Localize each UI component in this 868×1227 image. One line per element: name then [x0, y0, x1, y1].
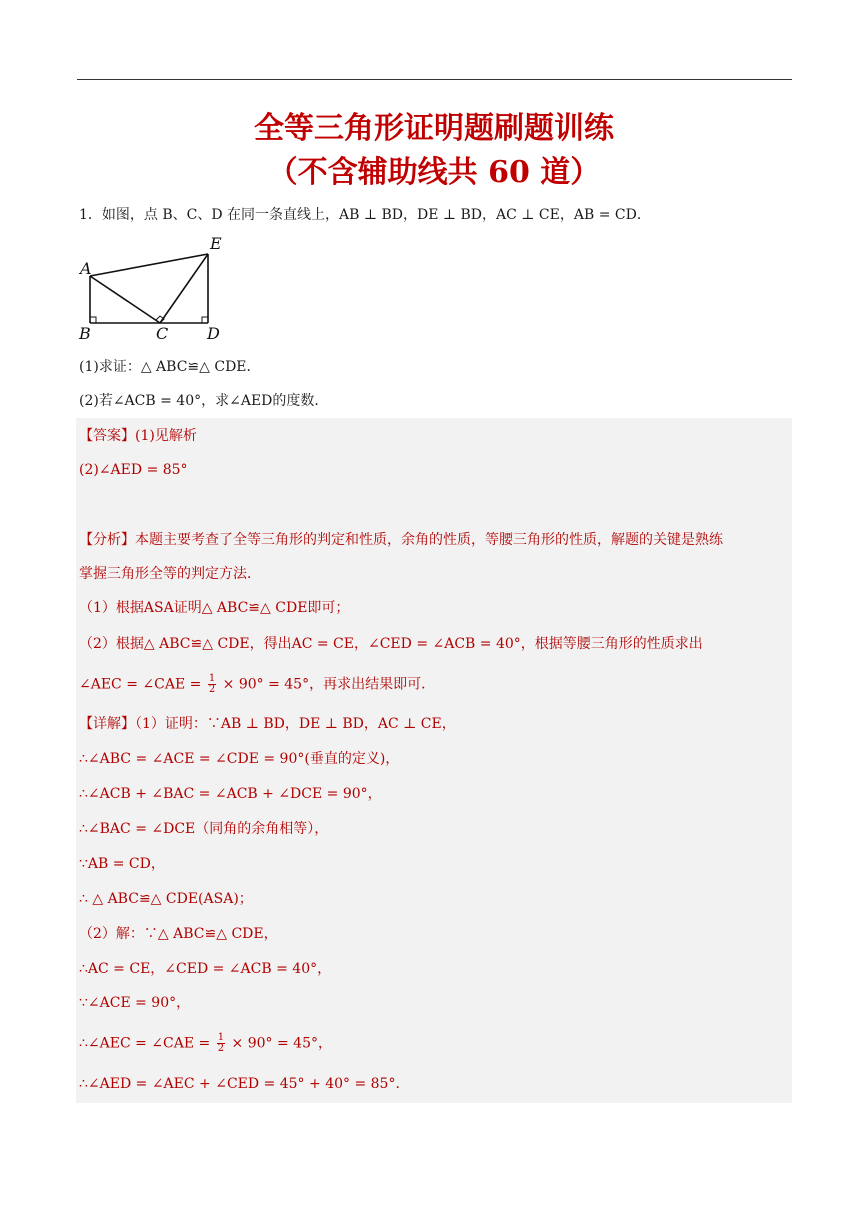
- header-rule: [77, 79, 792, 80]
- detail-line-5: ∵AB = CD，: [79, 856, 165, 872]
- detail-line-8: ∴AC = CE，∠CED = ∠ACB = 40°，: [79, 961, 332, 977]
- label-d: D: [207, 324, 220, 342]
- label-a: A: [80, 259, 92, 278]
- detail-line-10: [79, 1033, 332, 1054]
- right-angle-d: [202, 317, 208, 323]
- detail-line-7: （2）解：∵△ ABC≌△ CDE，: [79, 926, 278, 942]
- analysis-line-5: [79, 674, 435, 695]
- fraction-denominator-2: 2: [217, 1043, 225, 1054]
- detail-line-3: ∴∠ACB + ∠BAC = ∠ACB + ∠DCE = 90°，: [79, 786, 382, 802]
- page-subtitle: （不含辅助线共 60 道）: [267, 155, 601, 190]
- answer-line-1: 【答案】(1)见解析: [79, 428, 197, 444]
- fraction-half-2: [217, 1033, 225, 1054]
- detail-line-10-post: × 90° = 45°，: [231, 1035, 332, 1052]
- detail-line-4: ∴∠BAC = ∠DCE（同角的余角相等），: [79, 821, 329, 837]
- analysis-line-5-post: × 90° = 45°，再求出结果即可．: [222, 676, 436, 693]
- question-1: (1)求证：△ ABC≌△ CDE．: [79, 359, 261, 375]
- label-c: C: [156, 324, 169, 342]
- detail-line-6: ∴ △ ABC≌△ CDE(ASA)；: [79, 891, 253, 907]
- detail-line-10-pre: ∴∠AEC = ∠CAE =: [79, 1035, 211, 1052]
- triangle-figure: [76, 232, 236, 342]
- analysis-line-4: （2）根据△ ABC≌△ CDE，得出AC = CE，∠CED = ∠ACB = 40°，根据等腰三角形的性质求出: [79, 636, 703, 652]
- problem-statement: 1．如图，点 B、C、D 在同一条直线上，AB ⊥ BD，DE ⊥ BD，AC ⊥ CE，AB = CD．: [79, 207, 651, 223]
- analysis-line-5-pre: ∠AEC = ∠CAE =: [79, 676, 202, 693]
- label-b: B: [79, 324, 91, 342]
- analysis-line-1: 【分析】本题主要考查了全等三角形的判定和性质，余角的性质，等腰三角形的性质，解题的关键是熟练: [79, 532, 723, 548]
- detail-line-9: ∵∠ACE = 90°，: [79, 995, 191, 1011]
- detail-line-2: ∴∠ABC = ∠ACE = ∠CDE = 90°(垂直的定义)，: [79, 751, 400, 767]
- fraction-denominator: 2: [208, 684, 216, 695]
- fraction-numerator-2: 1: [217, 1032, 225, 1043]
- detail-line-1: 【详解】（1）证明：∵AB ⊥ BD，DE ⊥ BD，AC ⊥ CE，: [79, 716, 456, 732]
- page-title: 全等三角形证明题刷题训练: [254, 111, 614, 146]
- analysis-line-2: 掌握三角形全等的判定方法．: [79, 566, 261, 582]
- segment-ac: [90, 276, 160, 323]
- analysis-line-3: （1）根据ASA证明△ ABC≌△ CDE即可；: [79, 600, 350, 616]
- label-e: E: [210, 234, 222, 253]
- detail-line-11: ∴∠AED = ∠AEC + ∠CED = 45° + 40° = 85°.: [79, 1076, 400, 1092]
- answer-line-2: (2)∠AED = 85°: [79, 462, 188, 478]
- question-2: (2)若∠ACB = 40°，求∠AED的度数．: [79, 393, 329, 409]
- fraction-numerator: 1: [208, 673, 216, 684]
- segment-ce: [160, 254, 208, 323]
- fraction-half: [208, 674, 216, 695]
- right-angle-b: [90, 317, 96, 323]
- segment-ae: [90, 254, 208, 276]
